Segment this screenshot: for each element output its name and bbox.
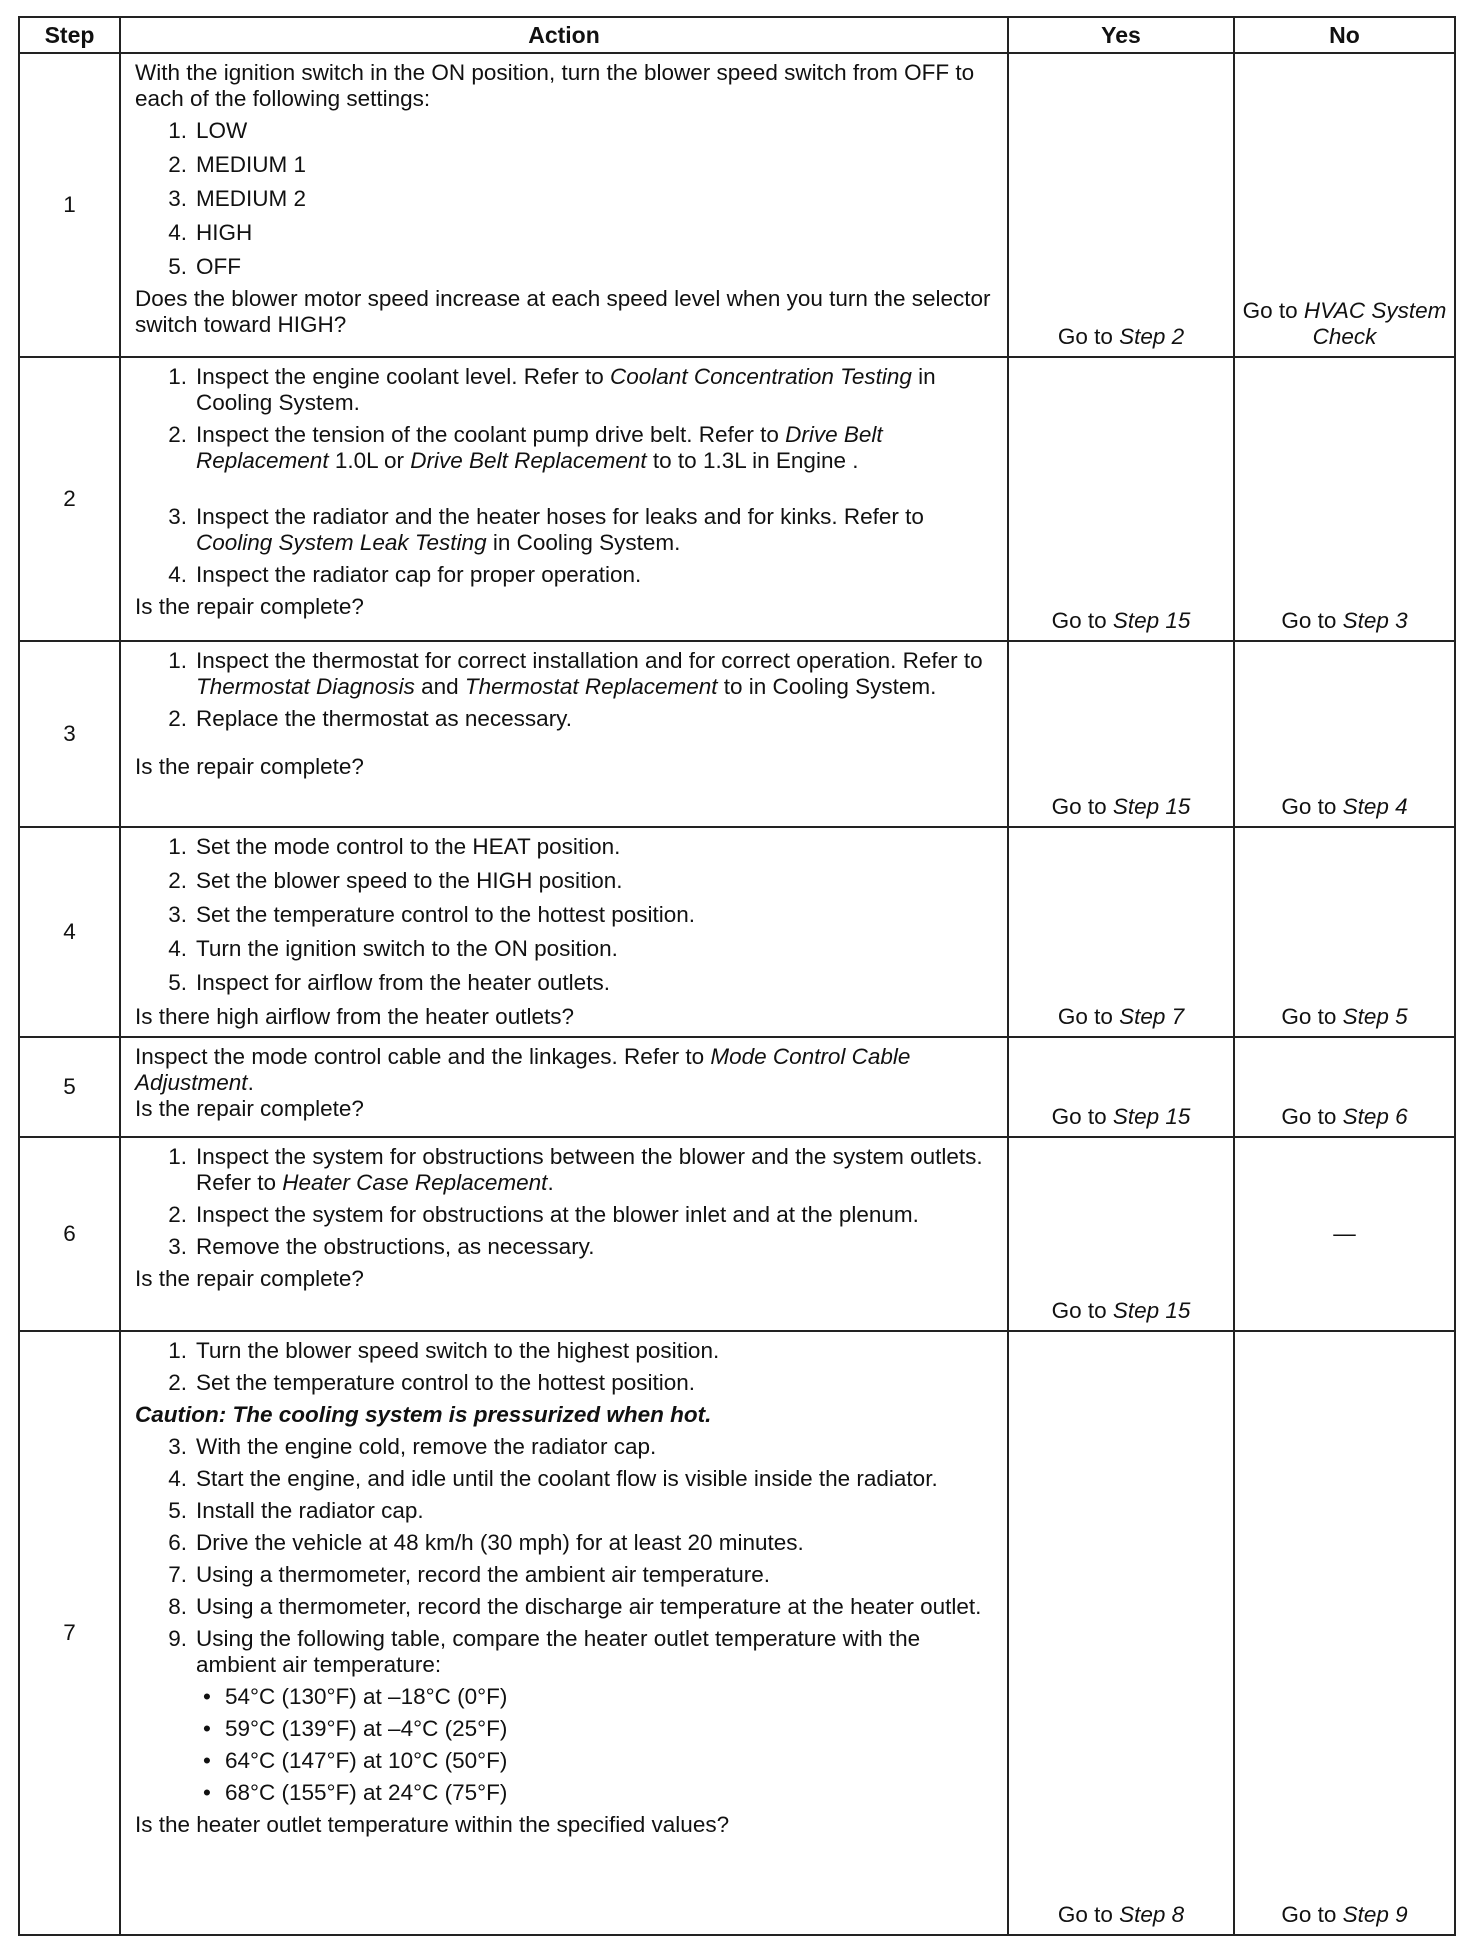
list-number: 4. bbox=[168, 220, 187, 245]
list-item: Inspect the engine coolant level. Refer to Coolant Concentration Testing in Cooling System. bbox=[196, 364, 936, 415]
action-cell bbox=[120, 641, 1008, 827]
yes-cell bbox=[1008, 1037, 1234, 1137]
step-number: 3 bbox=[19, 641, 120, 827]
no-step-link[interactable]: HVAC System Check bbox=[1303, 298, 1447, 349]
reference-link[interactable]: Mode Control Cable Adjustment bbox=[135, 1044, 911, 1095]
list-number: 1. bbox=[168, 834, 187, 859]
list-number: 2. bbox=[168, 868, 187, 893]
list-item: OFF bbox=[196, 254, 241, 279]
list-item: Turn the ignition switch to the ON position. bbox=[196, 936, 618, 961]
list-number: 4. bbox=[168, 562, 187, 587]
list-item: Inspect the system for obstructions at the blower inlet and at the plenum. bbox=[196, 1202, 919, 1227]
reference-link[interactable]: Coolant Concentration Testing bbox=[610, 364, 912, 389]
action-question: Is the repair complete? bbox=[135, 754, 364, 779]
header-action: Action bbox=[120, 17, 1008, 53]
no-step-link[interactable]: Step 3 bbox=[1342, 608, 1408, 633]
list-item: Replace the thermostat as necessary. bbox=[196, 706, 573, 731]
list-number: 2. bbox=[168, 422, 187, 447]
list-item: Install the radiator cap. bbox=[196, 1498, 424, 1523]
caution-note: Caution: The cooling system is pressurized when hot. bbox=[135, 1402, 712, 1427]
list-item: Set the temperature control to the hottest position. bbox=[196, 1370, 696, 1395]
list-item: Inspect the tension of the coolant pump drive belt. Refer to Drive Belt Replacement 1.0L or Drive Belt Replacement to to 1.3L in Engine . bbox=[196, 422, 883, 473]
list-number: 4. bbox=[168, 936, 187, 961]
no-step-link[interactable]: Step 5 bbox=[1342, 1004, 1408, 1029]
yes-prefix: Go to bbox=[1057, 324, 1120, 349]
yes-step-link[interactable]: Step 15 bbox=[1112, 1298, 1191, 1323]
list-number: 3. bbox=[168, 1234, 187, 1259]
no-prefix: Go to bbox=[1281, 794, 1343, 819]
list-item: HIGH bbox=[196, 220, 253, 245]
yes-cell bbox=[1008, 53, 1234, 357]
no-cell bbox=[1234, 827, 1455, 1037]
yes-prefix: Go to bbox=[1051, 1104, 1113, 1129]
reference-link[interactable]: Heater Case Replacement bbox=[282, 1170, 548, 1195]
yes-step-link[interactable]: Step 15 bbox=[1112, 608, 1191, 633]
step-row-7 bbox=[19, 1331, 1455, 1935]
action-cell bbox=[120, 53, 1008, 357]
list-item: Inspect the system for obstructions between the blower and the system outlets. Refer to Heater Case Replacement. bbox=[196, 1144, 983, 1195]
no-prefix: Go to bbox=[1281, 1104, 1343, 1129]
yes-cell bbox=[1008, 1137, 1234, 1331]
action-cell bbox=[120, 357, 1008, 641]
list-number: 5. bbox=[168, 970, 187, 995]
temperature-spec: • 59°C (139°F) at –4°C (25°F) bbox=[203, 1716, 993, 1748]
no-step-link[interactable]: Step 6 bbox=[1342, 1104, 1408, 1129]
yes-prefix: Go to bbox=[1051, 794, 1113, 819]
yes-step-link[interactable]: Step 7 bbox=[1119, 1004, 1185, 1029]
reference-link[interactable]: Thermostat Replacement bbox=[464, 674, 718, 699]
list-item: With the engine cold, remove the radiator cap. bbox=[196, 1434, 657, 1459]
no-cell bbox=[1234, 1137, 1455, 1331]
no-prefix: Go to bbox=[1242, 298, 1304, 323]
header-no: No bbox=[1234, 17, 1455, 53]
action-cell bbox=[120, 827, 1008, 1037]
temperature-spec: • 54°C (130°F) at –18°C (0°F) bbox=[203, 1684, 993, 1716]
yes-step-link[interactable]: Step 8 bbox=[1119, 1902, 1185, 1927]
yes-step-link[interactable]: Step 15 bbox=[1112, 1104, 1191, 1129]
list-number: 4. bbox=[168, 1466, 187, 1491]
list-number: 1. bbox=[168, 648, 187, 673]
action-text: Inspect the mode control cable and the linkages. Refer to Mode Control Cable Adjustment. bbox=[135, 1044, 911, 1095]
list-number: 2. bbox=[168, 706, 187, 731]
diagnostic-table bbox=[18, 16, 1456, 1936]
reference-link[interactable]: Drive Belt Replacement bbox=[196, 422, 883, 473]
step-row-5 bbox=[19, 1037, 1455, 1137]
list-item: Set the temperature control to the hottest position. bbox=[196, 902, 696, 927]
step-row-2 bbox=[19, 357, 1455, 641]
list-number: 3. bbox=[168, 186, 187, 211]
list-item: MEDIUM 1 bbox=[196, 152, 307, 177]
no-cell bbox=[1234, 641, 1455, 827]
yes-prefix: Go to bbox=[1057, 1004, 1120, 1029]
list-item: Using the following table, compare the heater outlet temperature with the ambient air temperature: bbox=[196, 1626, 921, 1677]
list-item: Remove the obstructions, as necessary. bbox=[196, 1234, 595, 1259]
no-cell bbox=[1234, 1037, 1455, 1137]
header-row bbox=[19, 17, 1455, 53]
step-number: 2 bbox=[19, 357, 120, 641]
list-item: Using a thermometer, record the discharge air temperature at the heater outlet. bbox=[196, 1594, 982, 1619]
list-item: Inspect the thermostat for correct installation and for correct operation. Refer to Thermostat Diagnosis and Thermostat Replacement to in Cooling System. bbox=[196, 648, 983, 699]
action-intro: With the ignition switch in the ON position, turn the blower speed switch from OFF to each of the following settings: bbox=[135, 60, 975, 111]
header-yes: Yes bbox=[1008, 17, 1234, 53]
action-question: Is there high airflow from the heater outlets? bbox=[135, 1004, 574, 1029]
no-cell bbox=[1234, 53, 1455, 357]
no-prefix: Go to bbox=[1281, 1902, 1343, 1927]
list-item: Drive the vehicle at 48 km/h (30 mph) for at least 20 minutes. bbox=[196, 1530, 804, 1555]
list-number: 1. bbox=[168, 1338, 187, 1363]
list-item: Set the mode control to the HEAT position. bbox=[196, 834, 621, 859]
action-cell bbox=[120, 1037, 1008, 1137]
yes-cell bbox=[1008, 641, 1234, 827]
step-row-3 bbox=[19, 641, 1455, 827]
reference-link[interactable]: Cooling System Leak Testing bbox=[196, 530, 487, 555]
yes-step-link[interactable]: Step 2 bbox=[1119, 324, 1185, 349]
yes-prefix: Go to bbox=[1051, 1298, 1113, 1323]
bullet-icon: • bbox=[203, 1780, 211, 1805]
list-number: 1. bbox=[168, 118, 187, 143]
list-number: 2. bbox=[168, 1370, 187, 1395]
step-number: 5 bbox=[19, 1037, 120, 1137]
list-number: 1. bbox=[168, 364, 187, 389]
bullet-icon: • bbox=[203, 1716, 211, 1741]
list-item: LOW bbox=[196, 118, 248, 143]
yes-step-link[interactable]: Step 15 bbox=[1112, 794, 1191, 819]
list-number: 8. bbox=[168, 1594, 187, 1619]
no-prefix: Go to bbox=[1281, 1004, 1343, 1029]
action-question: Is the repair complete? bbox=[135, 594, 364, 619]
list-number: 7. bbox=[168, 1562, 187, 1587]
action-cell bbox=[120, 1331, 1008, 1935]
action-question: Is the repair complete? bbox=[135, 1266, 364, 1291]
step-row-4 bbox=[19, 827, 1455, 1037]
list-item: Inspect for airflow from the heater outlets. bbox=[196, 970, 610, 995]
action-question: Is the heater outlet temperature within the specified values? bbox=[135, 1812, 730, 1837]
step-number: 4 bbox=[19, 827, 120, 1037]
list-number: 2. bbox=[168, 152, 187, 177]
list-number: 5. bbox=[168, 1498, 187, 1523]
list-item: Inspect the radiator cap for proper operation. bbox=[196, 562, 642, 587]
list-item: MEDIUM 2 bbox=[196, 186, 307, 211]
temperature-spec: • 64°C (147°F) at 10°C (50°F) bbox=[203, 1748, 993, 1780]
list-number: 3. bbox=[168, 902, 187, 927]
no-action-dash: — bbox=[1333, 1221, 1356, 1246]
list-number: 2. bbox=[168, 1202, 187, 1227]
list-item: Inspect the radiator and the heater hoses for leaks and for kinks. Refer to Cooling System Leak Testing in Cooling System. bbox=[196, 504, 924, 555]
yes-cell bbox=[1008, 357, 1234, 641]
step-number: 1 bbox=[19, 53, 120, 357]
header-step: Step bbox=[19, 17, 120, 53]
no-cell bbox=[1234, 1331, 1455, 1935]
step-row-1 bbox=[19, 53, 1455, 357]
list-item: Turn the blower speed switch to the highest position. bbox=[196, 1338, 720, 1363]
list-number: 1. bbox=[168, 1144, 187, 1169]
no-prefix: Go to bbox=[1281, 608, 1343, 633]
list-number: 5. bbox=[168, 254, 187, 279]
reference-link[interactable]: Drive Belt Replacement bbox=[410, 448, 647, 473]
no-cell bbox=[1234, 357, 1455, 641]
step-number: 7 bbox=[19, 1331, 120, 1935]
bullet-icon: • bbox=[203, 1684, 211, 1709]
yes-cell bbox=[1008, 827, 1234, 1037]
yes-prefix: Go to bbox=[1051, 608, 1113, 633]
yes-cell bbox=[1008, 1331, 1234, 1935]
no-step-link[interactable]: Step 9 bbox=[1342, 1902, 1408, 1927]
no-step-link[interactable]: Step 4 bbox=[1342, 794, 1408, 819]
action-question: Does the blower motor speed increase at each speed level when you turn the selector switch toward HIGH? bbox=[135, 286, 991, 337]
list-number: 3. bbox=[168, 1434, 187, 1459]
action-question: Is the repair complete? bbox=[135, 1096, 364, 1121]
temperature-spec: • 68°C (155°F) at 24°C (75°F) bbox=[203, 1780, 993, 1812]
list-number: 3. bbox=[168, 504, 187, 529]
yes-prefix: Go to bbox=[1057, 1902, 1120, 1927]
list-item: Using a thermometer, record the ambient air temperature. bbox=[196, 1562, 771, 1587]
reference-link[interactable]: Thermostat Diagnosis bbox=[196, 674, 415, 699]
list-number: 9. bbox=[168, 1626, 187, 1651]
action-cell bbox=[120, 1137, 1008, 1331]
list-number: 6. bbox=[168, 1530, 187, 1555]
list-item: Set the blower speed to the HIGH position. bbox=[196, 868, 623, 893]
list-item: Start the engine, and idle until the coolant flow is visible inside the radiator. bbox=[196, 1466, 938, 1491]
step-row-6 bbox=[19, 1137, 1455, 1331]
step-number: 6 bbox=[19, 1137, 120, 1331]
bullet-icon: • bbox=[203, 1748, 211, 1773]
